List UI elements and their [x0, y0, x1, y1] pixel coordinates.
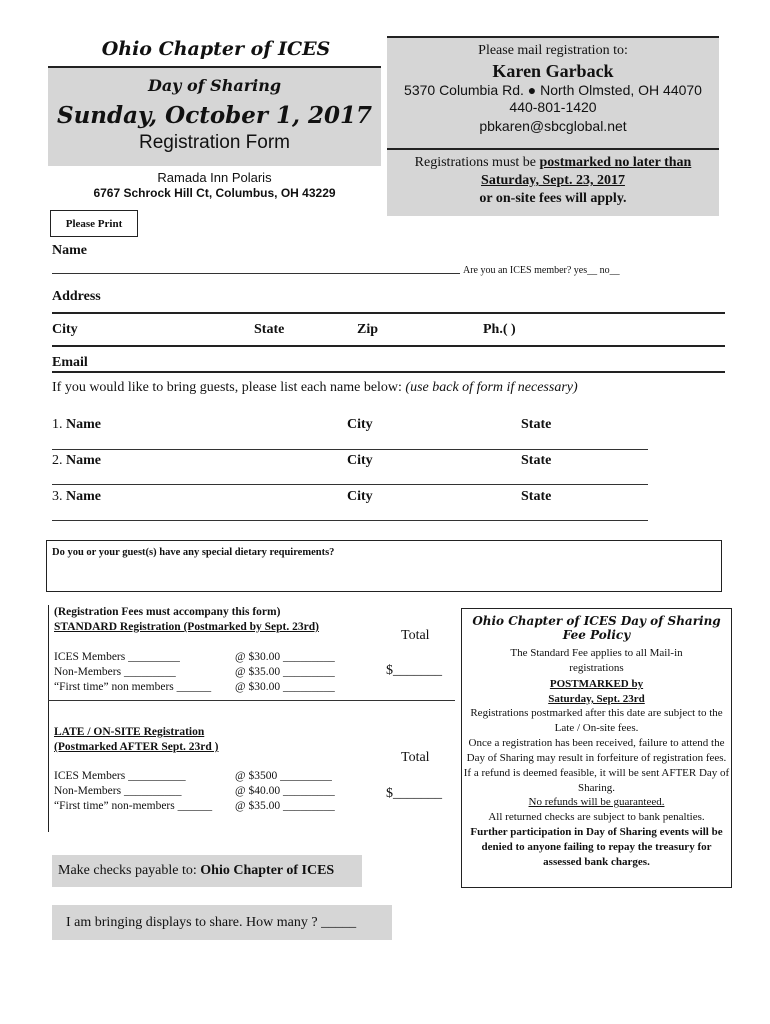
- event-name: Day of Sharing: [147, 76, 282, 95]
- standard-title: STANDARD Registration (Postmarked by Sept. 23rd): [54, 621, 319, 633]
- mail-name: Karen Garback: [492, 61, 614, 81]
- late-nonmembers-label[interactable]: Non-Members __________: [54, 785, 182, 797]
- deadline-note: or on-site fees will apply.: [479, 191, 627, 206]
- late-nonmembers-price[interactable]: @ $40.00 _________: [235, 785, 335, 797]
- guest-number: 1.: [52, 417, 66, 432]
- guests-intro-note: (use back of form if necessary): [405, 380, 578, 395]
- deadline-prefix: Registrations must be: [414, 155, 540, 170]
- late-members-label[interactable]: ICES Members __________: [54, 770, 186, 782]
- guest-name-label: Name: [66, 453, 101, 468]
- standard-total-label: Total: [401, 628, 430, 643]
- fees-divider: [48, 700, 455, 701]
- standard-nonmembers-price[interactable]: @ $35.00 _________: [235, 666, 335, 678]
- standard-members-price[interactable]: @ $30.00 _________: [235, 651, 335, 663]
- guest-state-label: State: [521, 489, 552, 504]
- policy-date: Saturday, Sept. 23rd: [548, 693, 645, 705]
- mail-address: 5370 Columbia Rd. ● North Olmsted, OH 44070: [404, 82, 702, 98]
- guest-1-field[interactable]: [52, 449, 648, 450]
- form-title: Registration Form: [139, 132, 290, 153]
- policy-title: Ohio Chapter of ICES Day of Sharing Fee Policy: [472, 614, 721, 642]
- standard-nonmembers-label[interactable]: Non-Members _________: [54, 666, 176, 678]
- guests-intro-text: If you would like to bring guests, please list each name below:: [52, 380, 406, 395]
- late-members-price[interactable]: @ $3500 _________: [235, 770, 332, 782]
- phone-label: Ph.( ): [483, 322, 516, 337]
- guest-city-label: City: [347, 417, 373, 432]
- mail-email: pbkaren@sbcglobal.net: [479, 118, 627, 134]
- guest-2-field[interactable]: [52, 484, 648, 485]
- late-firsttime-label[interactable]: “First time” non-members ______: [54, 800, 213, 812]
- address-label: Address: [52, 289, 101, 304]
- guest-state-label: State: [521, 417, 552, 432]
- email-field[interactable]: [52, 371, 725, 373]
- checks-payable-box: [52, 855, 362, 887]
- mail-phone: 440-801-1420: [509, 99, 597, 115]
- city-label: City: [52, 322, 78, 337]
- venue-name: Ramada Inn Polaris: [157, 170, 272, 185]
- member-question[interactable]: Are you an ICES member? yes__ no__: [463, 265, 620, 276]
- policy-postmarked: POSTMARKED by: [549, 678, 644, 690]
- name-label: Name: [52, 243, 87, 258]
- policy-checks: All returned checks are subject to bank penalties.: [488, 811, 705, 823]
- late-firsttime-price[interactable]: @ $35.00 _________: [235, 800, 335, 812]
- guest-state-label: State: [521, 453, 552, 468]
- standard-firsttime-price[interactable]: @ $30.00 _________: [235, 681, 335, 693]
- displays-question[interactable]: I am bringing displays to share. How many ? _____: [52, 905, 392, 940]
- guest-city-label: City: [347, 489, 373, 504]
- please-print-box: Please Print: [50, 210, 138, 237]
- checks-payee: Ohio Chapter of ICES: [200, 863, 335, 878]
- guest-3-field[interactable]: [52, 520, 648, 521]
- late-title-2: (Postmarked AFTER Sept. 23rd ): [54, 741, 219, 753]
- late-total-label: Total: [401, 750, 430, 765]
- guests-intro: [52, 380, 578, 396]
- guest-row-3: [52, 489, 101, 505]
- policy-standard: The Standard Fee applies to all Mail-in registrations: [510, 647, 683, 674]
- event-date: Sunday, October 1, 2017: [56, 102, 373, 129]
- guest-number: 3.: [52, 489, 66, 504]
- name-field[interactable]: [52, 273, 460, 274]
- late-total-field[interactable]: $_______: [386, 786, 442, 801]
- mail-label: Please mail registration to:: [478, 43, 628, 58]
- city-state-zip-field[interactable]: [52, 345, 725, 347]
- guest-number: 2.: [52, 453, 66, 468]
- policy-no-refunds: No refunds will be guaranteed.: [528, 796, 665, 808]
- deadline-line: [387, 155, 719, 171]
- standard-total-field[interactable]: $_______: [386, 663, 442, 678]
- address-field[interactable]: [52, 312, 725, 314]
- policy-late: Registrations postmarked after this date are subject to the Late / On-site fees.: [470, 707, 723, 734]
- fees-note: (Registration Fees must accompany this form): [54, 606, 281, 618]
- guest-name-label: Name: [66, 417, 101, 432]
- guest-city-label: City: [347, 453, 373, 468]
- org-title: Ohio Chapter of ICES: [101, 38, 331, 60]
- guest-row-2: [52, 453, 101, 469]
- policy-participation: Further participation in Day of Sharing events will be denied to anyone failing to repay the treasury for assessed bank charges.: [470, 826, 723, 868]
- policy-forfeit: Once a registration has been received, failure to attend the Day of Sharing may result in forfeiture of registration fees. If a refund is deemed feasible, it will be sent AFTER Day of Sharing.: [463, 737, 730, 794]
- standard-firsttime-label[interactable]: “First time” non members ______: [54, 681, 212, 693]
- dietary-question: Do you or your guest(s) have any special dietary requirements?: [52, 547, 335, 558]
- deadline-emphasis: postmarked no later than: [539, 155, 692, 170]
- email-label: Email: [52, 355, 88, 370]
- venue-address: 6767 Schrock Hill Ct, Columbus, OH 43229: [93, 186, 336, 200]
- zip-label: Zip: [357, 322, 379, 337]
- state-label: State: [254, 322, 285, 337]
- standard-members-label[interactable]: ICES Members _________: [54, 651, 180, 663]
- guest-row-1: [52, 417, 101, 433]
- fees-border: [48, 605, 49, 832]
- mailing-divider: [387, 148, 719, 150]
- deadline-date: Saturday, Sept. 23, 2017: [481, 173, 625, 188]
- late-title-1: LATE / ON-SITE Registration: [54, 726, 205, 738]
- guest-name-label: Name: [66, 489, 101, 504]
- checks-prefix: Make checks payable to:: [58, 863, 197, 878]
